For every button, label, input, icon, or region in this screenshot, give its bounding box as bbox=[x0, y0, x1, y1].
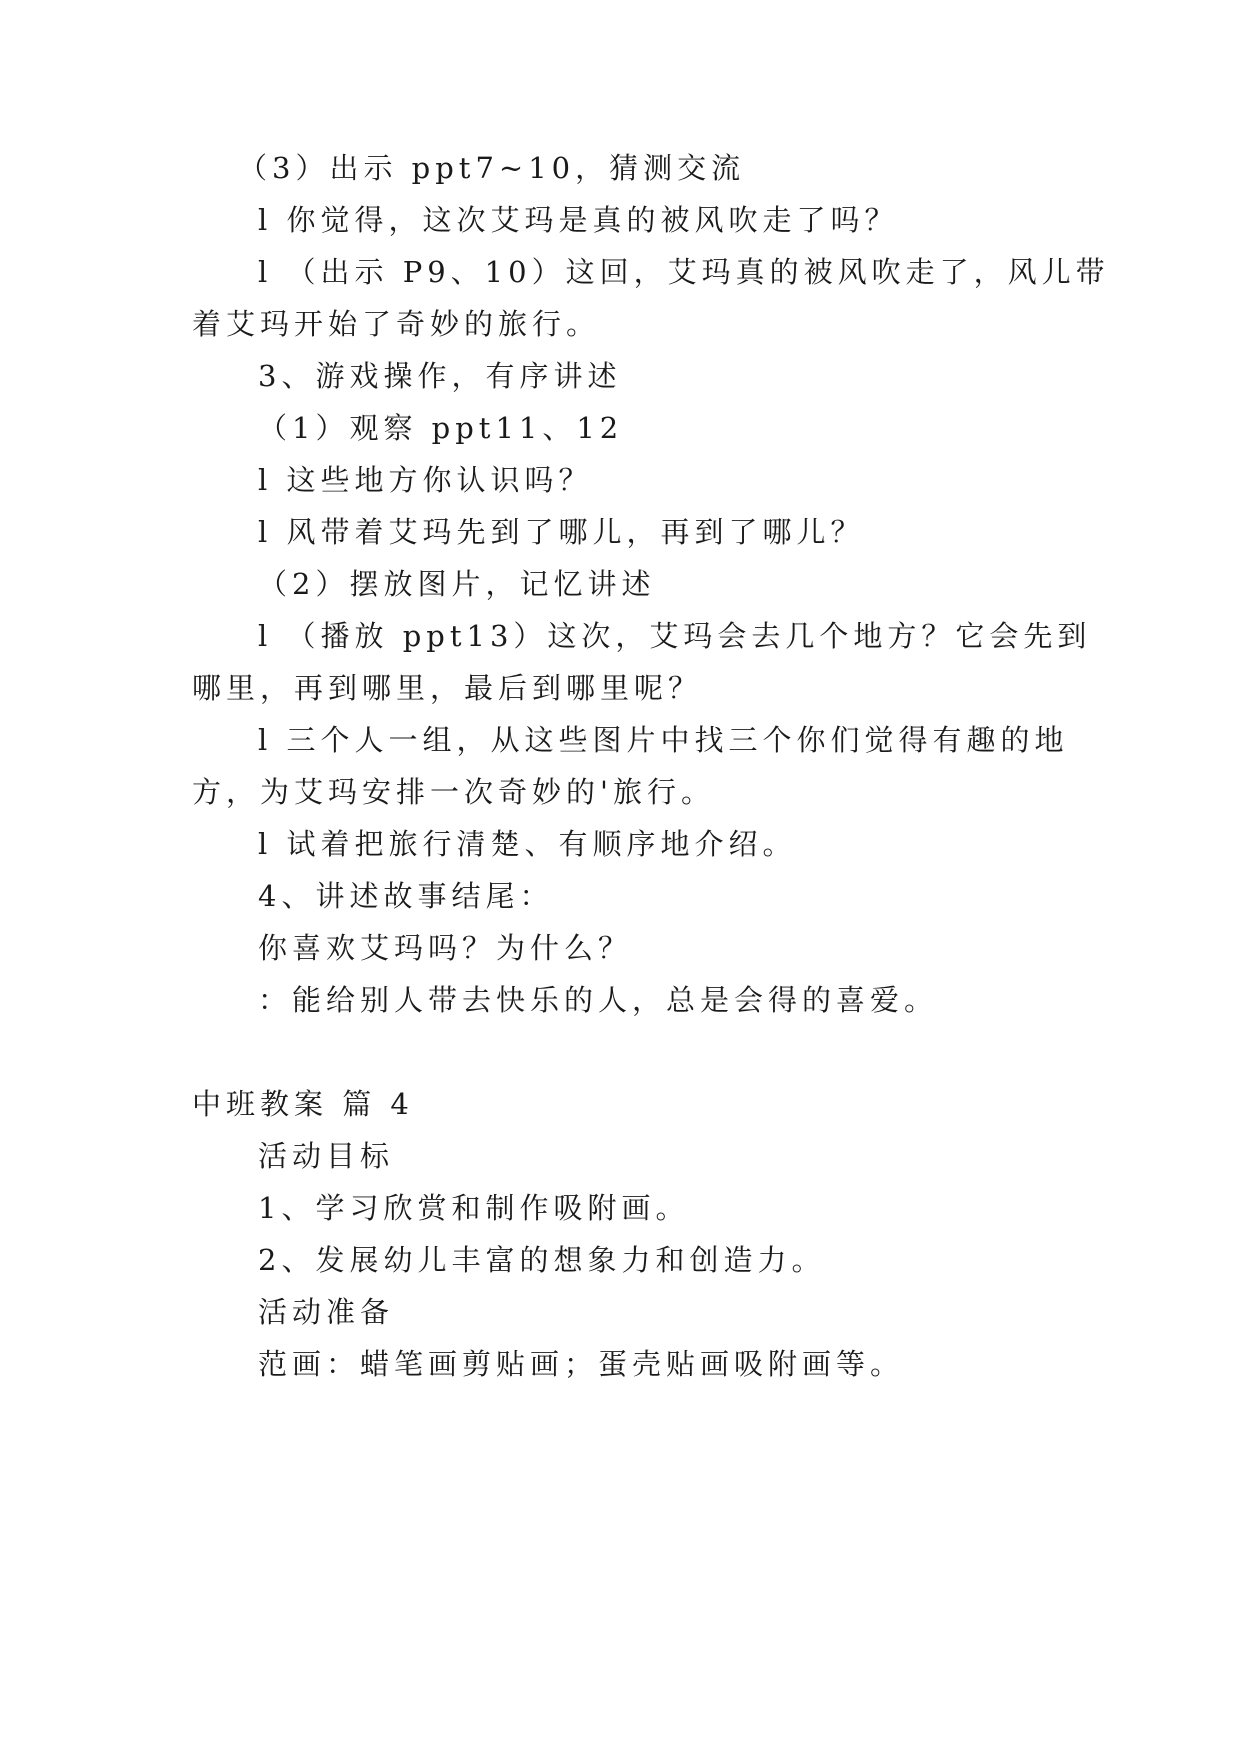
text-line: l 你觉得，这次艾玛是真的被风吹走了吗？ bbox=[258, 203, 899, 237]
text-line: （3）出示 ppt7~10，猜测交流 bbox=[238, 151, 746, 185]
text-line: （2）摆放图片，记忆讲述 bbox=[258, 567, 656, 601]
text-line: l 这些地方你认识吗？ bbox=[258, 463, 593, 497]
text-line: l 三个人一组，从这些图片中找三个你们觉得有趣的地 bbox=[258, 723, 1069, 757]
text-line: l 风带着艾玛先到了哪儿，再到了哪儿？ bbox=[258, 515, 865, 549]
text-line: 4、讲述故事结尾： bbox=[258, 879, 554, 913]
text-line: 你喜欢艾玛吗？为什么？ bbox=[258, 931, 633, 965]
text-line: l （播放 ppt13）这次，艾玛会去几个地方？它会先到 bbox=[258, 619, 1092, 653]
text-line: 3、游戏操作，有序讲述 bbox=[258, 359, 622, 393]
text-line: l 试着把旅行清楚、有顺序地介绍。 bbox=[258, 827, 797, 861]
subheading: 活动目标 bbox=[258, 1139, 395, 1173]
text-line: 2、发展幼儿丰富的想象力和创造力。 bbox=[258, 1243, 826, 1277]
text-line: l （出示 P9、10）这回，艾玛真的被风吹走了，风儿带 bbox=[258, 255, 1110, 289]
subheading: 活动准备 bbox=[258, 1295, 395, 1329]
section-heading: 中班教案 篇 4 bbox=[192, 1087, 414, 1121]
text-line: （1）观察 ppt11、12 bbox=[258, 411, 624, 445]
text-line: 范画：蜡笔画剪贴画；蛋壳贴画吸附画等。 bbox=[258, 1347, 905, 1381]
text-line: ：能给别人带去快乐的人，总是会得的喜爱。 bbox=[258, 983, 939, 1017]
text-line: 1、学习欣赏和制作吸附画。 bbox=[258, 1191, 690, 1225]
text-line: 哪里，再到哪里，最后到哪里呢？ bbox=[192, 671, 703, 705]
text-line: 着艾玛开始了奇妙的旅行。 bbox=[192, 307, 601, 341]
text-line: 方，为艾玛安排一次奇妙的'旅行。 bbox=[192, 775, 715, 809]
